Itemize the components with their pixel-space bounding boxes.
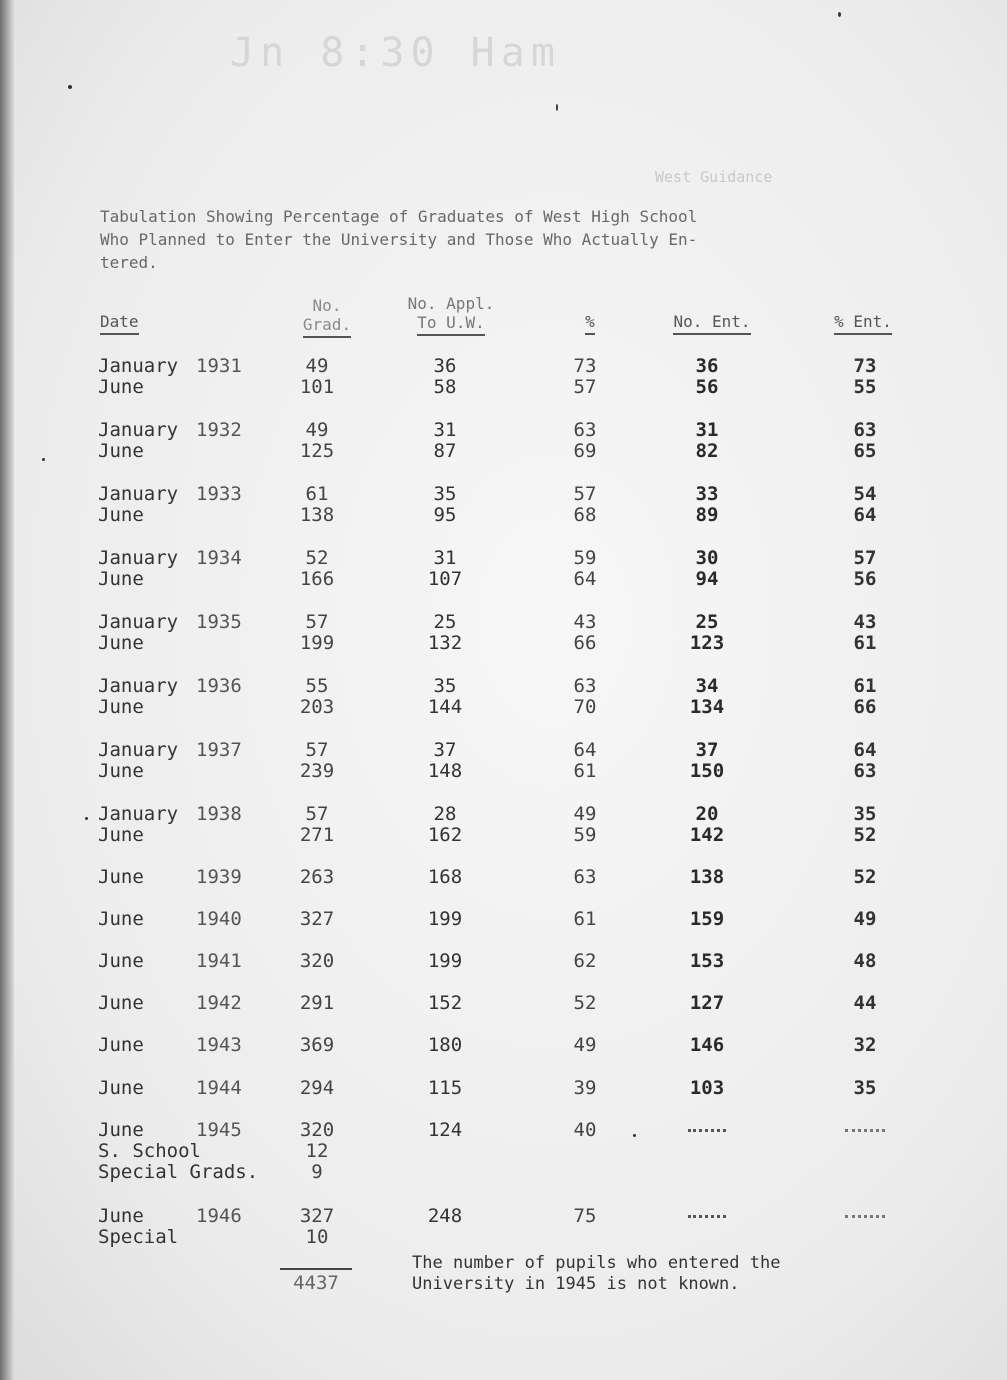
cell-pct bbox=[555, 740, 615, 782]
cell-year: 1931 bbox=[196, 355, 242, 377]
cell-date-value: January bbox=[98, 675, 179, 697]
cell-ent bbox=[672, 548, 742, 590]
cell-grad-value: 9 bbox=[311, 1161, 323, 1183]
cell-date-value: January bbox=[98, 355, 179, 377]
cell-year: 1946 bbox=[196, 1205, 242, 1227]
cell-pct-ent-value: 52 bbox=[853, 824, 877, 846]
cell-pct-value: 75 bbox=[573, 1205, 597, 1227]
cell-year: 1938 bbox=[196, 803, 242, 825]
cell-appl-value: 35 bbox=[433, 483, 457, 505]
cell-appl-value: 132 bbox=[427, 632, 463, 654]
cell-date bbox=[98, 1078, 208, 1099]
cell-grad bbox=[282, 1206, 352, 1248]
cell-grad bbox=[282, 804, 352, 846]
cell-grad-value: 101 bbox=[299, 376, 335, 398]
cell-pct-ent-value: 61 bbox=[853, 632, 877, 654]
cell-ent-value: 159 bbox=[689, 908, 725, 930]
cell-grad-value: 203 bbox=[299, 696, 335, 718]
cell-date bbox=[98, 676, 208, 718]
cell-grad bbox=[282, 484, 352, 526]
cell-grad bbox=[282, 1078, 352, 1099]
cell-ent-value: 82 bbox=[695, 440, 719, 462]
cell-year: 1944 bbox=[196, 1077, 242, 1099]
cell-year: 1935 bbox=[196, 611, 242, 633]
cell-ent bbox=[672, 1035, 742, 1056]
cell-appl bbox=[410, 1206, 480, 1227]
cell-year: 1943 bbox=[196, 1034, 242, 1056]
cell-grad-value: 320 bbox=[299, 950, 335, 972]
cell-pct-value: 64 bbox=[573, 739, 597, 761]
cell-pct-ent-value: 48 bbox=[853, 950, 877, 972]
scan-speck bbox=[633, 1134, 636, 1137]
cell-pct-ent-value: 64 bbox=[853, 739, 877, 761]
cell-appl-value: 35 bbox=[433, 675, 457, 697]
cell-pct-value: 43 bbox=[573, 611, 597, 633]
cell-date-value: June bbox=[98, 376, 144, 398]
cell-ent-value: 89 bbox=[695, 504, 719, 526]
cell-pct-value: 68 bbox=[573, 504, 597, 526]
cell-pct-ent bbox=[835, 993, 895, 1014]
cell-pct-value: 49 bbox=[573, 1034, 597, 1056]
cell-ent bbox=[672, 804, 742, 846]
cell-ent-value: 33 bbox=[695, 483, 719, 505]
cell-pct-ent bbox=[835, 676, 895, 718]
column-header-appl: No. Appl. To U.W. bbox=[386, 294, 516, 336]
cell-grad-value: 57 bbox=[305, 739, 329, 761]
cell-appl bbox=[410, 1120, 480, 1141]
cell-appl bbox=[410, 951, 480, 972]
cell-pct bbox=[555, 356, 615, 398]
cell-pct bbox=[555, 1078, 615, 1099]
cell-date-value: January bbox=[98, 803, 179, 825]
cell-pct-ent-value: 66 bbox=[853, 696, 877, 718]
cell-appl-value: 25 bbox=[433, 611, 457, 633]
cell-ent-value: 127 bbox=[689, 992, 725, 1014]
cell-pct-ent bbox=[835, 612, 895, 654]
cell-ent bbox=[672, 993, 742, 1014]
cell-pct-ent bbox=[835, 1206, 895, 1227]
cell-appl bbox=[410, 420, 480, 462]
cell-grad-value: 125 bbox=[299, 440, 335, 462]
cell-date bbox=[98, 993, 208, 1014]
cell-grad-value: 327 bbox=[299, 1205, 335, 1227]
cell-pct bbox=[555, 867, 615, 888]
cell-ent-value: 142 bbox=[689, 824, 725, 846]
cell-pct-value: 40 bbox=[573, 1119, 597, 1141]
cell-pct-ent-value: 35 bbox=[853, 1077, 877, 1099]
cell-pct bbox=[555, 951, 615, 972]
cell-appl bbox=[410, 804, 480, 846]
cell-pct-ent bbox=[835, 548, 895, 590]
cell-pct-ent bbox=[835, 420, 895, 462]
cell-grad-value: 52 bbox=[305, 547, 329, 569]
cell-appl-value: 199 bbox=[427, 950, 463, 972]
cell-pct-value: 63 bbox=[573, 675, 597, 697]
footnote: The number of pupils who entered the University in 1945 is not known. bbox=[412, 1253, 781, 1294]
cell-grad bbox=[282, 740, 352, 782]
scan-speck bbox=[838, 12, 841, 17]
cell-ent bbox=[672, 909, 742, 930]
cell-grad bbox=[282, 1120, 352, 1183]
cell-year: 1945 bbox=[196, 1119, 242, 1141]
cell-appl-value: 31 bbox=[433, 547, 457, 569]
cell-date bbox=[98, 548, 208, 590]
cell-ent-value: 56 bbox=[695, 376, 719, 398]
cell-pct bbox=[555, 420, 615, 462]
scan-edge-shadow bbox=[0, 0, 14, 1380]
cell-grad-value: 199 bbox=[299, 632, 335, 654]
cell-date-value: June bbox=[98, 760, 144, 782]
cell-appl-value: 124 bbox=[427, 1119, 463, 1141]
cell-appl-value: 248 bbox=[427, 1205, 463, 1227]
cell-appl-value: 107 bbox=[427, 568, 463, 590]
cell-grad-value: 166 bbox=[299, 568, 335, 590]
cell-pct-value: 70 bbox=[573, 696, 597, 718]
column-header-date: Date bbox=[100, 312, 139, 335]
cell-grad bbox=[282, 951, 352, 972]
cell-date bbox=[98, 420, 208, 462]
column-header-pct-ent: % Ent. bbox=[818, 312, 908, 335]
cell-date-value: June bbox=[98, 504, 144, 526]
cell-pct-ent-value: 35 bbox=[853, 803, 877, 825]
cell-pct-ent-value: 55 bbox=[853, 376, 877, 398]
cell-pct-ent-value: 64 bbox=[853, 504, 877, 526]
intro-paragraph: Tabulation Showing Percentage of Graduates of West High School Who Planned to Enter the University and Those Who Actually En- tered. bbox=[100, 207, 698, 272]
cell-date-value: January bbox=[98, 739, 179, 761]
cell-date-value: June bbox=[98, 992, 144, 1014]
cell-grad-value: 49 bbox=[305, 355, 329, 377]
not-known-dash bbox=[688, 1215, 726, 1218]
cell-pct-value: 61 bbox=[573, 908, 597, 930]
cell-ent bbox=[672, 1120, 742, 1141]
cell-grad bbox=[282, 548, 352, 590]
cell-pct-value: 62 bbox=[573, 950, 597, 972]
cell-appl bbox=[410, 867, 480, 888]
cell-appl-value: 31 bbox=[433, 419, 457, 441]
not-known-dash bbox=[845, 1129, 885, 1132]
cell-grad bbox=[282, 356, 352, 398]
cell-pct-ent-value: 73 bbox=[853, 355, 877, 377]
cell-date-value: Special bbox=[98, 1226, 179, 1248]
not-known-dash bbox=[688, 1129, 726, 1132]
cell-grad-value: 291 bbox=[299, 992, 335, 1014]
cell-ent-value: 146 bbox=[689, 1034, 725, 1056]
cell-date-value: June bbox=[98, 632, 144, 654]
cell-ent-value: 30 bbox=[695, 547, 719, 569]
cell-grad-value: 263 bbox=[299, 866, 335, 888]
cell-pct-value: 39 bbox=[573, 1077, 597, 1099]
cell-ent-value: 150 bbox=[689, 760, 725, 782]
cell-pct-value: 69 bbox=[573, 440, 597, 462]
cell-pct-ent bbox=[835, 356, 895, 398]
cell-year: 1932 bbox=[196, 419, 242, 441]
cell-pct-value: 73 bbox=[573, 355, 597, 377]
cell-pct-ent-value: 56 bbox=[853, 568, 877, 590]
cell-pct bbox=[555, 676, 615, 718]
cell-pct-ent bbox=[835, 909, 895, 930]
scan-speck bbox=[68, 85, 72, 89]
cell-date-value: June bbox=[98, 908, 144, 930]
cell-grad-value: 138 bbox=[299, 504, 335, 526]
cell-appl-value: 162 bbox=[427, 824, 463, 846]
cell-date-value: January bbox=[98, 547, 179, 569]
cell-pct-ent bbox=[835, 1120, 895, 1141]
column-header-ent: No. Ent. bbox=[652, 312, 772, 335]
cell-appl-value: 144 bbox=[427, 696, 463, 718]
cell-pct-ent-value: 63 bbox=[853, 419, 877, 441]
cell-ent bbox=[672, 420, 742, 462]
cell-year: 1939 bbox=[196, 866, 242, 888]
column-header-grad: No. Grad. bbox=[282, 296, 372, 338]
cell-pct bbox=[555, 484, 615, 526]
cell-pct-value: 63 bbox=[573, 866, 597, 888]
cell-ent bbox=[672, 951, 742, 972]
cell-date bbox=[98, 951, 208, 972]
cell-appl-value: 115 bbox=[427, 1077, 463, 1099]
cell-grad bbox=[282, 993, 352, 1014]
faded-right-note: West Guidance bbox=[655, 168, 773, 186]
cell-year: 1940 bbox=[196, 908, 242, 930]
cell-appl-value: 95 bbox=[433, 504, 457, 526]
cell-pct-ent-value: 43 bbox=[853, 611, 877, 633]
cell-pct-value: 49 bbox=[573, 803, 597, 825]
cell-date-value: Special Grads. bbox=[98, 1161, 259, 1183]
cell-ent-value: 25 bbox=[695, 611, 719, 633]
cell-pct-ent bbox=[835, 1035, 895, 1056]
cell-appl bbox=[410, 993, 480, 1014]
cell-year: 1942 bbox=[196, 992, 242, 1014]
cell-ent bbox=[672, 612, 742, 654]
cell-appl bbox=[410, 1078, 480, 1099]
cell-appl bbox=[410, 676, 480, 718]
cell-date bbox=[98, 909, 208, 930]
cell-grad-value: 327 bbox=[299, 908, 335, 930]
cell-date-value: June bbox=[98, 1205, 144, 1227]
cell-date bbox=[98, 804, 208, 846]
cell-date-value: June bbox=[98, 824, 144, 846]
cell-appl-value: 36 bbox=[433, 355, 457, 377]
cell-appl bbox=[410, 548, 480, 590]
cell-pct-ent-value: 63 bbox=[853, 760, 877, 782]
cell-ent-value: 134 bbox=[689, 696, 725, 718]
cell-pct-value: 63 bbox=[573, 419, 597, 441]
cell-appl bbox=[410, 740, 480, 782]
cell-ent-value: 103 bbox=[689, 1077, 725, 1099]
cell-ent bbox=[672, 676, 742, 718]
cell-ent bbox=[672, 1206, 742, 1227]
cell-date bbox=[98, 740, 208, 782]
cell-date bbox=[98, 867, 208, 888]
cell-pct-value: 52 bbox=[573, 992, 597, 1014]
column-header-pct: % bbox=[560, 312, 620, 335]
cell-date-value: June bbox=[98, 568, 144, 590]
cell-ent-value: 153 bbox=[689, 950, 725, 972]
cell-appl-value: 180 bbox=[427, 1034, 463, 1056]
cell-appl bbox=[410, 909, 480, 930]
cell-grad-value: 271 bbox=[299, 824, 335, 846]
cell-pct-ent-value: 54 bbox=[853, 483, 877, 505]
scan-speck bbox=[42, 458, 45, 461]
cell-date bbox=[98, 612, 208, 654]
cell-grad-value: 294 bbox=[299, 1077, 335, 1099]
cell-pct bbox=[555, 1120, 615, 1141]
cell-pct-value: 64 bbox=[573, 568, 597, 590]
cell-year: 1934 bbox=[196, 547, 242, 569]
cell-grad bbox=[282, 867, 352, 888]
cell-date-value: S. School bbox=[98, 1140, 201, 1162]
cell-date-value: January bbox=[98, 483, 179, 505]
cell-year: 1941 bbox=[196, 950, 242, 972]
cell-pct-ent bbox=[835, 804, 895, 846]
cell-appl-value: 58 bbox=[433, 376, 457, 398]
cell-pct-ent bbox=[835, 740, 895, 782]
cell-appl bbox=[410, 484, 480, 526]
cell-date-value: June bbox=[98, 950, 144, 972]
cell-pct-value: 57 bbox=[573, 483, 597, 505]
cell-appl-value: 87 bbox=[433, 440, 457, 462]
cell-date-value: June bbox=[98, 1034, 144, 1056]
cell-date-value: June bbox=[98, 1119, 144, 1141]
cell-ent-value: 123 bbox=[689, 632, 725, 654]
cell-grad-value: 57 bbox=[305, 803, 329, 825]
cell-date-value: June bbox=[98, 1077, 144, 1099]
cell-appl-value: 199 bbox=[427, 908, 463, 930]
cell-year: 1936 bbox=[196, 675, 242, 697]
cell-grad-value: 55 bbox=[305, 675, 329, 697]
cell-grad-value: 12 bbox=[305, 1140, 329, 1162]
cell-date-value: June bbox=[98, 866, 144, 888]
cell-pct bbox=[555, 909, 615, 930]
cell-grad-value: 369 bbox=[299, 1034, 335, 1056]
cell-date bbox=[98, 1206, 208, 1248]
cell-year: 1933 bbox=[196, 483, 242, 505]
total-graduates: 4437 bbox=[280, 1268, 352, 1294]
cell-date bbox=[98, 1035, 208, 1056]
cell-grad-value: 239 bbox=[299, 760, 335, 782]
cell-date-value: June bbox=[98, 440, 144, 462]
cell-pct-value: 59 bbox=[573, 547, 597, 569]
cell-pct-ent bbox=[835, 484, 895, 526]
cell-pct-ent-value: 49 bbox=[853, 908, 877, 930]
cell-appl-value: 148 bbox=[427, 760, 463, 782]
cell-pct-ent-value: 52 bbox=[853, 866, 877, 888]
cell-pct bbox=[555, 1206, 615, 1227]
cell-ent-value: 37 bbox=[695, 739, 719, 761]
cell-pct-ent-value: 44 bbox=[853, 992, 877, 1014]
cell-pct-ent bbox=[835, 951, 895, 972]
cell-pct-value: 61 bbox=[573, 760, 597, 782]
cell-appl-value: 152 bbox=[427, 992, 463, 1014]
cell-appl bbox=[410, 612, 480, 654]
cell-appl-value: 37 bbox=[433, 739, 457, 761]
cell-grad bbox=[282, 909, 352, 930]
scan-speck bbox=[85, 817, 88, 820]
cell-grad-value: 57 bbox=[305, 611, 329, 633]
cell-date bbox=[98, 484, 208, 526]
cell-pct-value: 66 bbox=[573, 632, 597, 654]
cell-grad bbox=[282, 612, 352, 654]
scan-speck bbox=[556, 104, 558, 111]
cell-pct-ent bbox=[835, 1078, 895, 1099]
cell-date-value: June bbox=[98, 696, 144, 718]
cell-appl-value: 168 bbox=[427, 866, 463, 888]
cell-ent bbox=[672, 1078, 742, 1099]
cell-pct bbox=[555, 993, 615, 1014]
cell-ent bbox=[672, 484, 742, 526]
cell-pct-value: 57 bbox=[573, 376, 597, 398]
cell-pct bbox=[555, 548, 615, 590]
faded-header-ghost: Jn 8:30 Ham bbox=[230, 30, 561, 76]
cell-grad-value: 10 bbox=[305, 1226, 329, 1248]
cell-ent-value: 36 bbox=[695, 355, 719, 377]
cell-date bbox=[98, 356, 208, 398]
cell-grad bbox=[282, 1035, 352, 1056]
cell-appl bbox=[410, 356, 480, 398]
cell-pct bbox=[555, 1035, 615, 1056]
cell-grad-value: 61 bbox=[305, 483, 329, 505]
cell-pct bbox=[555, 804, 615, 846]
not-known-dash bbox=[845, 1215, 885, 1218]
cell-pct-ent bbox=[835, 867, 895, 888]
cell-appl-value: 28 bbox=[433, 803, 457, 825]
cell-grad-value: 49 bbox=[305, 419, 329, 441]
cell-pct bbox=[555, 612, 615, 654]
cell-ent-value: 31 bbox=[695, 419, 719, 441]
cell-ent-value: 20 bbox=[695, 803, 719, 825]
cell-pct-ent-value: 61 bbox=[853, 675, 877, 697]
cell-pct-ent-value: 32 bbox=[853, 1034, 877, 1056]
cell-grad bbox=[282, 420, 352, 462]
cell-ent bbox=[672, 740, 742, 782]
cell-ent bbox=[672, 356, 742, 398]
cell-date-value: January bbox=[98, 419, 179, 441]
cell-pct-ent-value: 57 bbox=[853, 547, 877, 569]
cell-pct-value: 59 bbox=[573, 824, 597, 846]
cell-year: 1937 bbox=[196, 739, 242, 761]
cell-ent bbox=[672, 867, 742, 888]
cell-ent-value: 138 bbox=[689, 866, 725, 888]
cell-ent-value: 94 bbox=[695, 568, 719, 590]
cell-grad-value: 320 bbox=[299, 1119, 335, 1141]
cell-grad bbox=[282, 676, 352, 718]
cell-pct-ent-value: 65 bbox=[853, 440, 877, 462]
cell-date-value: January bbox=[98, 611, 179, 633]
cell-appl bbox=[410, 1035, 480, 1056]
cell-ent-value: 34 bbox=[695, 675, 719, 697]
